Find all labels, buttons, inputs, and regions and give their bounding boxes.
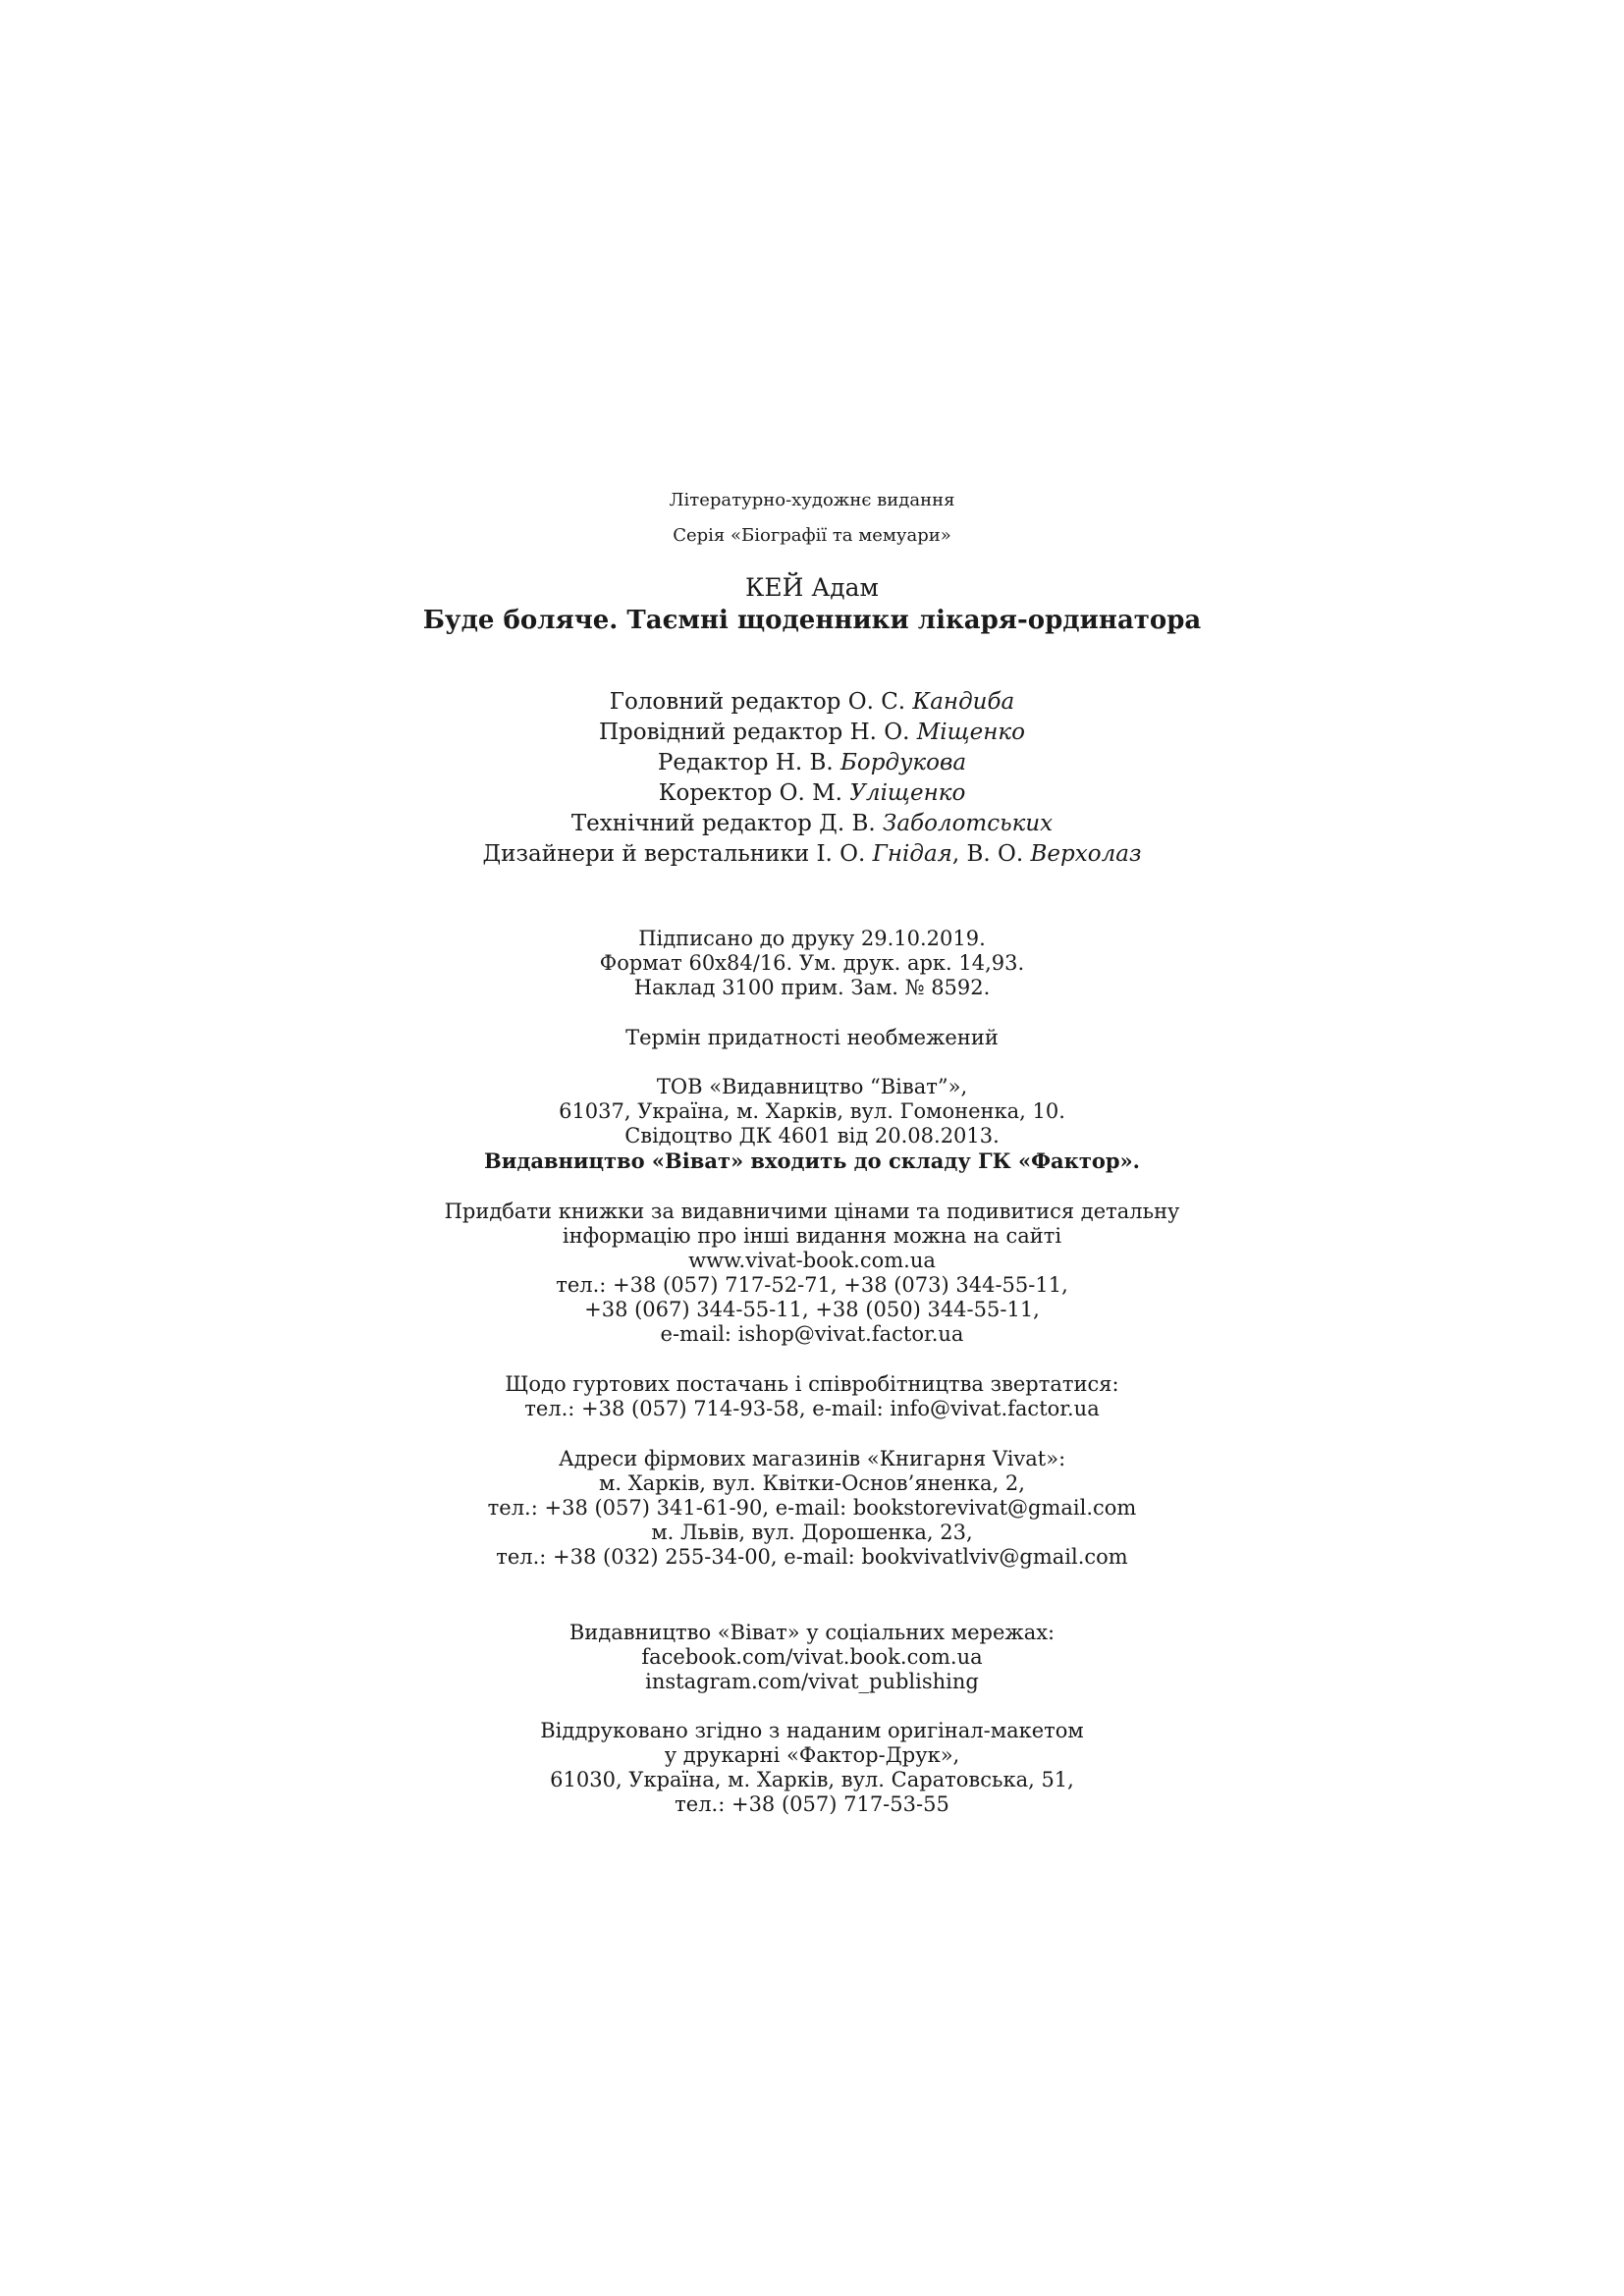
stores-line: м. Харків, вул. Квітки-Основ’яненка, 2, (599, 1471, 1025, 1495)
buy-info-line: тел.: +38 (057) 717-52-71, +38 (073) 344-55-11, (556, 1273, 1068, 1297)
publisher-block (0, 1075, 1624, 1173)
stores-line: тел.: +38 (057) 341-61-90, e-mail: bookstorevivat@gmail.com (487, 1496, 1137, 1520)
buy-info-block (0, 1200, 1624, 1347)
book-author: КЕЙ Адам (744, 573, 880, 602)
staff-line: Коректор О. М. Улiщенко (658, 780, 966, 806)
buy-info-line: інформацію про інші видання можна на сайті (562, 1224, 1062, 1248)
stores-line: м. Львів, вул. Дорошенка, 23, (651, 1521, 973, 1544)
social-block (0, 1621, 1624, 1694)
printing-line: Віддруковано згідно з наданим оригінал-макетом (540, 1719, 1084, 1742)
print-info-line: Формат 60х84/16. Ум. друк. арк. 14,93. (599, 951, 1025, 975)
publisher-line: Свідоцтво ДК 4601 від 20.08.2013. (624, 1124, 1000, 1148)
buy-info-line: e-mail: ishop@vivat.factor.ua (660, 1322, 964, 1346)
shelf-life-block (0, 1026, 1624, 1050)
stores-line: тел.: +38 (032) 255-34-00, e-mail: bookvivatlviv@gmail.com (496, 1545, 1128, 1569)
publisher-group-note: Видавництво «Віват» входить до складу ГК «Фактор». (484, 1148, 1140, 1173)
social-line: instagram.com/vivat_publishing (645, 1670, 979, 1693)
print-info-line: Підписано до друку 29.10.2019. (638, 927, 986, 950)
staff-line: Технічний редактор Д. В. Заболотських (570, 811, 1054, 836)
printing-line: у друкарні «Фактор-Друк», (664, 1743, 960, 1767)
shelf-life: Термін придатності необмежений (625, 1026, 999, 1049)
staff-block (0, 687, 1624, 870)
printing-line: тел.: +38 (057) 717-53-55 (675, 1792, 949, 1816)
social-line: facebook.com/vivat.book.com.ua (641, 1645, 983, 1669)
staff-line: Редактор Н. В. Бордукова (657, 750, 967, 775)
buy-info-line: Придбати книжки за видавничими цінами та подивитися детальну (444, 1200, 1180, 1223)
header-block (0, 483, 1624, 554)
staff-line: Дизайнери й верстальники І. О. Гнідая, В. О. Верхолаз (482, 841, 1142, 867)
printing-line: 61030, Україна, м. Харків, вул. Саратовська, 51, (550, 1768, 1074, 1791)
stores-line: Адреси фірмових магазинів «Книгарня Vivat»: (558, 1447, 1066, 1470)
wholesale-block (0, 1372, 1624, 1421)
series-label: Серія «Біографії та мемуари» (673, 525, 951, 546)
social-line: Видавництво «Віват» у соціальних мережах: (568, 1621, 1056, 1644)
publisher-line: ТОВ «Видавництво “Віват”», (656, 1075, 968, 1098)
staff-line: Головний редактор О. С. Кандиба (609, 689, 1015, 715)
wholesale-line: Щодо гуртових постачань і співробітництва звертатися: (505, 1372, 1119, 1396)
buy-info-line: www.vivat-book.com.ua (688, 1249, 936, 1272)
publisher-line: 61037, Україна, м. Харків, вул. Гомоненка, 10. (559, 1099, 1065, 1123)
book-block (0, 572, 1624, 637)
print-info-block (0, 927, 1624, 1000)
stores-block (0, 1447, 1624, 1570)
staff-line: Провідний редактор Н. О. Міщенко (598, 720, 1026, 745)
printing-block (0, 1719, 1624, 1817)
print-info-line: Наклад 3100 прим. Зам. № 8592. (633, 976, 991, 999)
wholesale-line: тел.: +38 (057) 714-93-58, e-mail: info@vivat.factor.ua (524, 1397, 1100, 1420)
buy-info-line: +38 (067) 344-55-11, +38 (050) 344-55-11, (584, 1298, 1040, 1321)
edition-type: Літературно-художнє видання (669, 490, 955, 510)
book-title: Буде боляче. Таємні щоденники лікаря-ординатора (422, 606, 1202, 635)
